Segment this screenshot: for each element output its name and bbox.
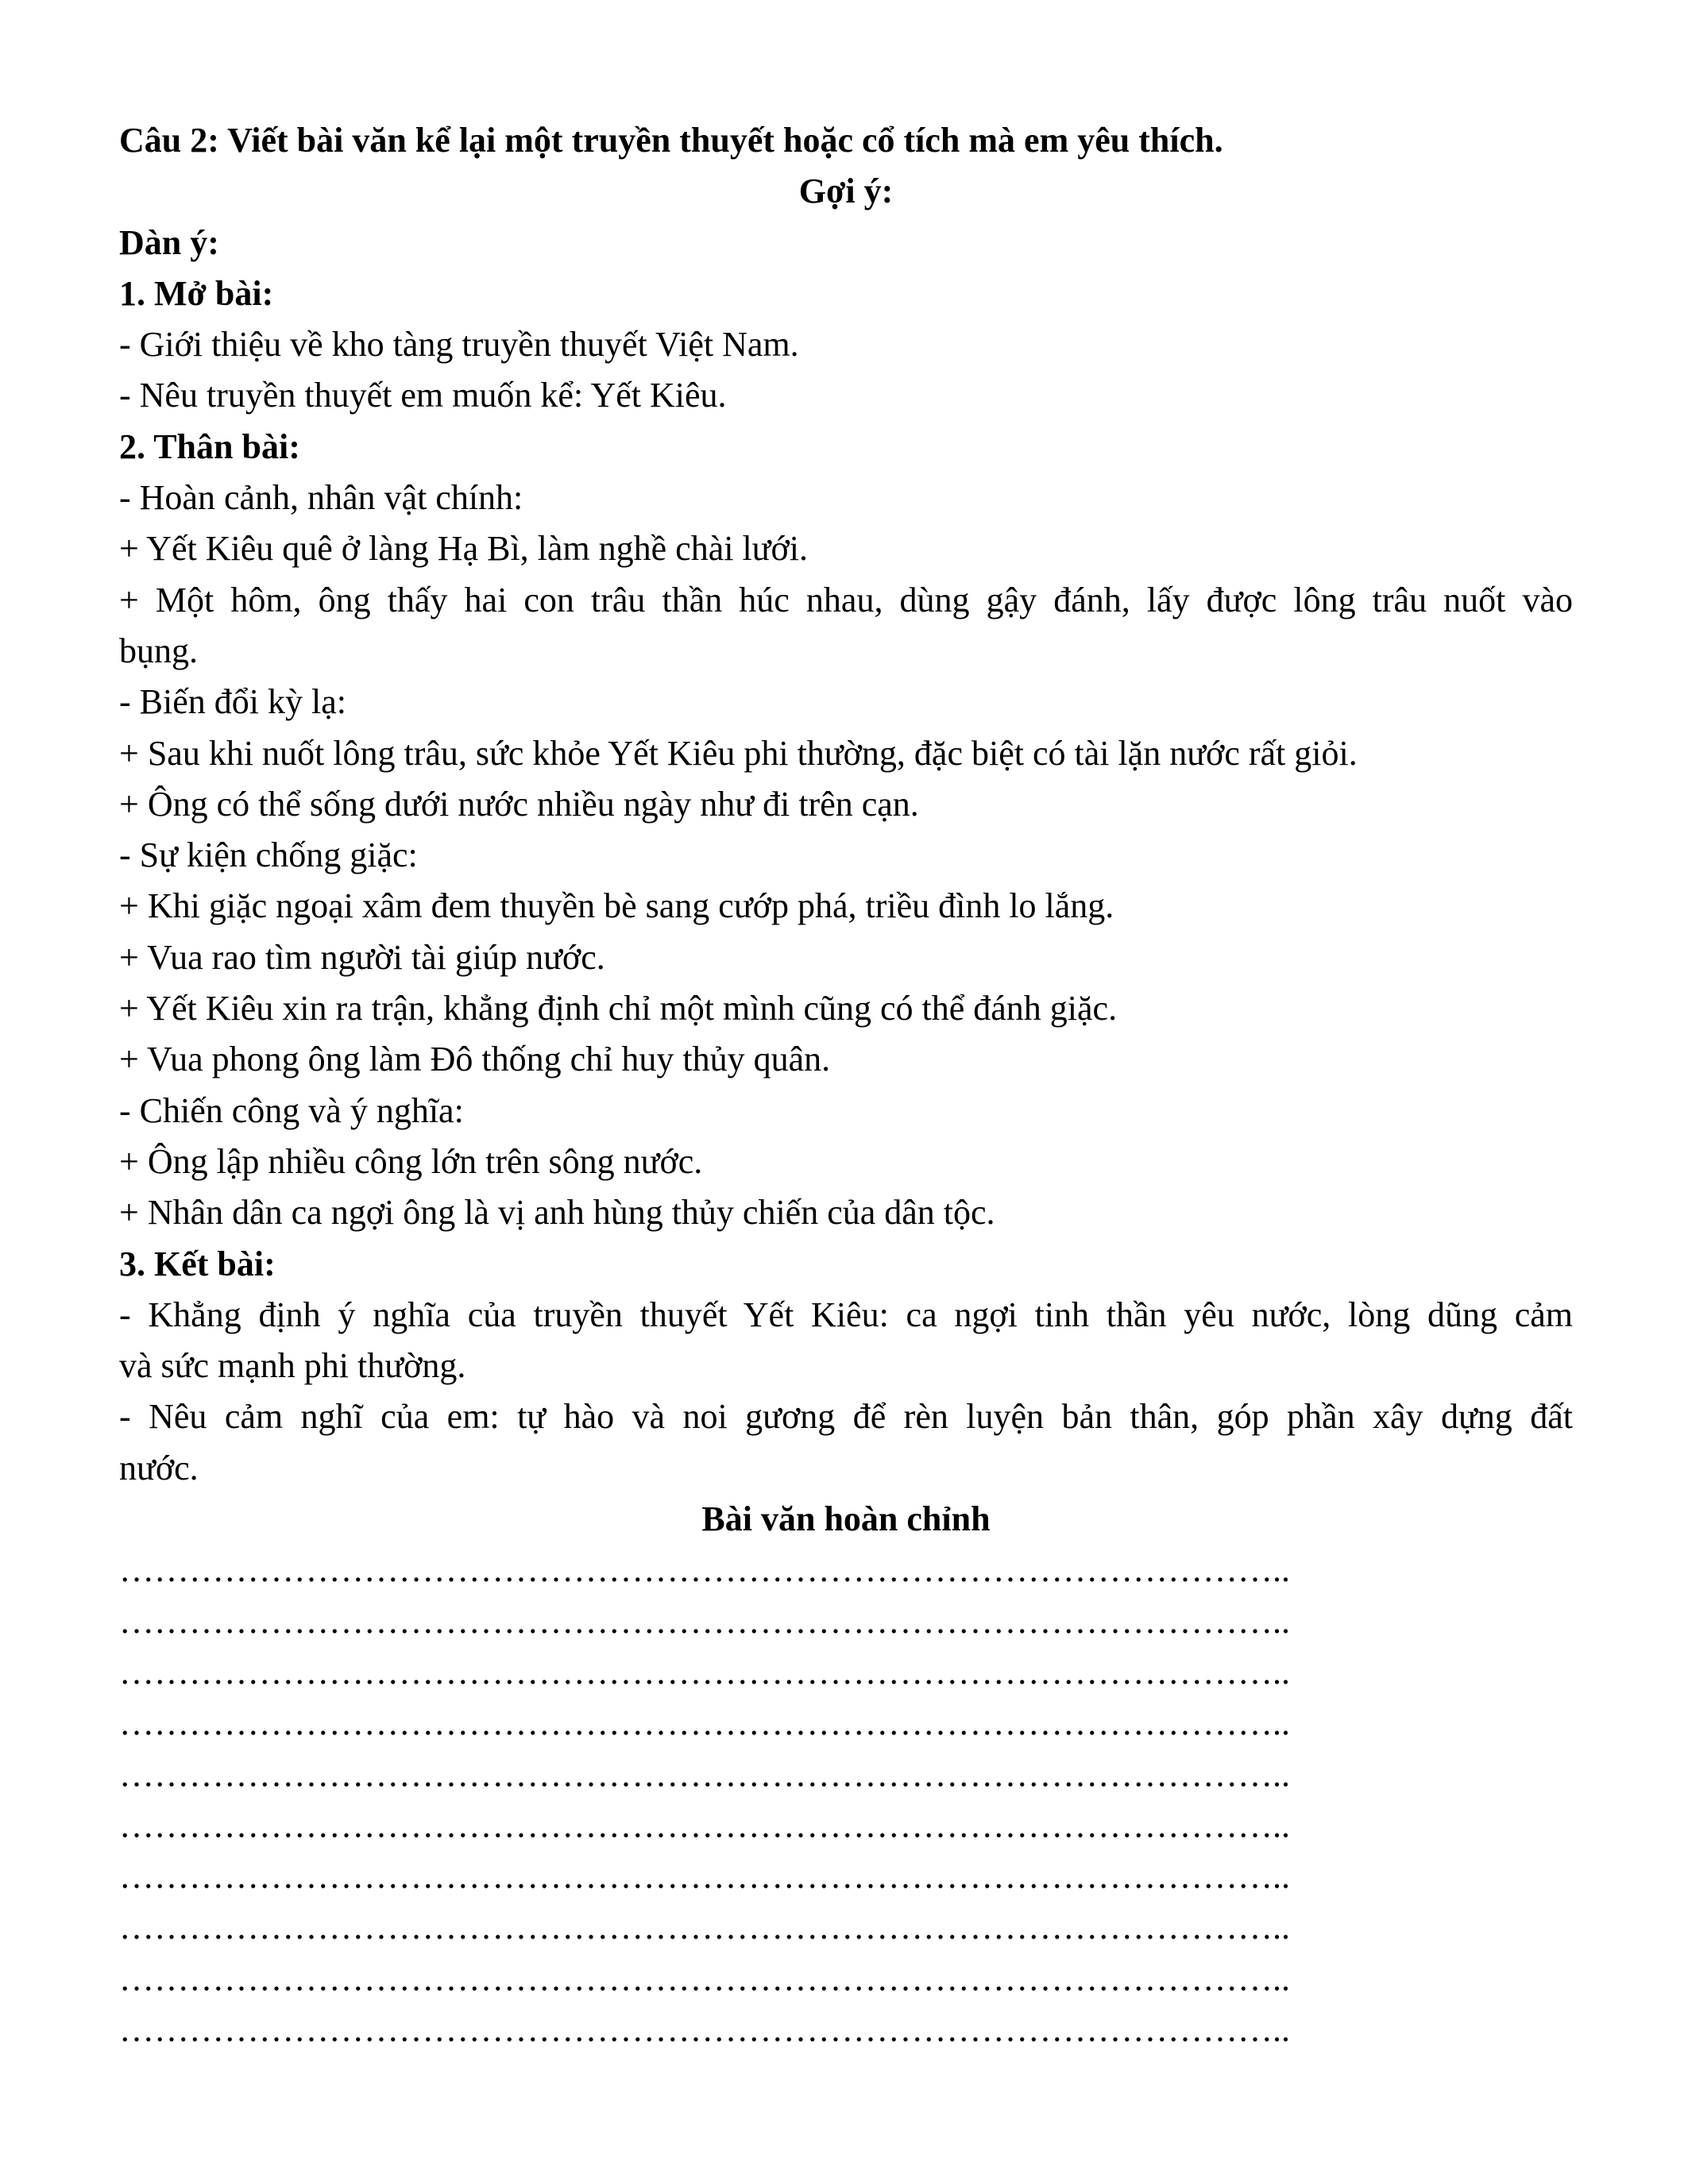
section-3-line: nước. xyxy=(119,1448,199,1488)
section-2-heading: 2. Thân bài: xyxy=(119,426,300,466)
section-3-line: và sức mạnh phi thường. xyxy=(119,1346,466,1386)
section-2-line: bụng. xyxy=(119,631,198,670)
answer-dot-line: ……………………………………………………………………………………….. xyxy=(119,1754,1290,1794)
section-3-heading: 3. Kết bài: xyxy=(119,1244,276,1283)
outline-heading: Dàn ý: xyxy=(119,222,219,262)
section-2-line: + Yết Kiêu quê ở làng Hạ Bì, làm nghề chài lưới. xyxy=(119,529,809,569)
section-2-line: - Biến đổi kỳ lạ: xyxy=(119,682,346,722)
section-2-line: + Ông có thể sống dưới nước nhiều ngày như đi trên cạn. xyxy=(119,784,919,824)
answer-dot-line: ……………………………………………………………………………………….. xyxy=(119,2009,1290,2049)
section-1-line: - Giới thiệu về kho tàng truyền thuyết Việt Nam. xyxy=(119,325,799,365)
section-1-heading: 1. Mở bài: xyxy=(119,273,274,313)
section-3-line: - Khẳng định ý nghĩa của truyền thuyết Yết Kiêu: ca ngợi tinh thần yêu nước, lòng dũng cảm xyxy=(119,1295,1573,1334)
section-2-line: + Yết Kiêu xin ra trận, khẳng định chỉ một mình cũng có thể đánh giặc. xyxy=(119,989,1118,1028)
answer-dot-line: ……………………………………………………………………………………….. xyxy=(119,1704,1290,1743)
answer-dot-line: ……………………………………………………………………………………….. xyxy=(119,1805,1290,1845)
answer-dot-line: ……………………………………………………………………………………….. xyxy=(119,1652,1290,1692)
section-2-line: - Sự kiện chống giặc: xyxy=(119,835,418,875)
section-2-line: + Một hôm, ông thấy hai con trâu thần húc nhau, dùng gậy đánh, lấy được lông trâu nuốt vào xyxy=(119,580,1573,619)
answer-dot-line: ……………………………………………………………………………………….. xyxy=(119,1958,1290,1998)
section-2-line: + Vua phong ông làm Đô thống chỉ huy thủy quân. xyxy=(119,1040,831,1079)
essay-heading: Bài văn hoàn chỉnh xyxy=(701,1499,991,1539)
section-2-line: + Ông lập nhiều công lớn trên sông nước. xyxy=(119,1141,703,1181)
section-2-line: + Vua rao tìm người tài giúp nước. xyxy=(119,937,605,977)
section-2-line: - Hoàn cảnh, nhân vật chính: xyxy=(119,478,523,518)
section-2-line: - Chiến công và ý nghĩa: xyxy=(119,1090,464,1130)
section-1-line: - Nêu truyền thuyết em muốn kể: Yết Kiêu. xyxy=(119,376,727,415)
hint-heading: Gợi ý: xyxy=(798,172,894,211)
answer-dot-line: ……………………………………………………………………………………….. xyxy=(119,1908,1290,1947)
question-title: Câu 2: Viết bài văn kể lại một truyền thuyết hoặc cổ tích mà em yêu thích. xyxy=(119,121,1223,160)
answer-dot-line: ……………………………………………………………………………………….. xyxy=(119,1601,1290,1641)
answer-dot-line: ……………………………………………………………………………………….. xyxy=(119,1857,1290,1897)
section-2-line: + Khi giặc ngoại xâm đem thuyền bè sang cướp phá, triều đình lo lắng. xyxy=(119,886,1114,926)
document-page xyxy=(119,115,1573,2055)
section-2-line: + Nhân dân ca ngợi ông là vị anh hùng thủy chiến của dân tộc. xyxy=(119,1193,995,1233)
section-3-line: - Nêu cảm nghĩ của em: tự hào và noi gương để rèn luyện bản thân, góp phần xây dựng đất xyxy=(119,1397,1573,1437)
answer-dot-line: ……………………………………………………………………………………….. xyxy=(119,1550,1290,1590)
section-2-line: + Sau khi nuốt lông trâu, sức khỏe Yết Kiêu phi thường, đặc biệt có tài lặn nước rất giỏi. xyxy=(119,733,1358,773)
